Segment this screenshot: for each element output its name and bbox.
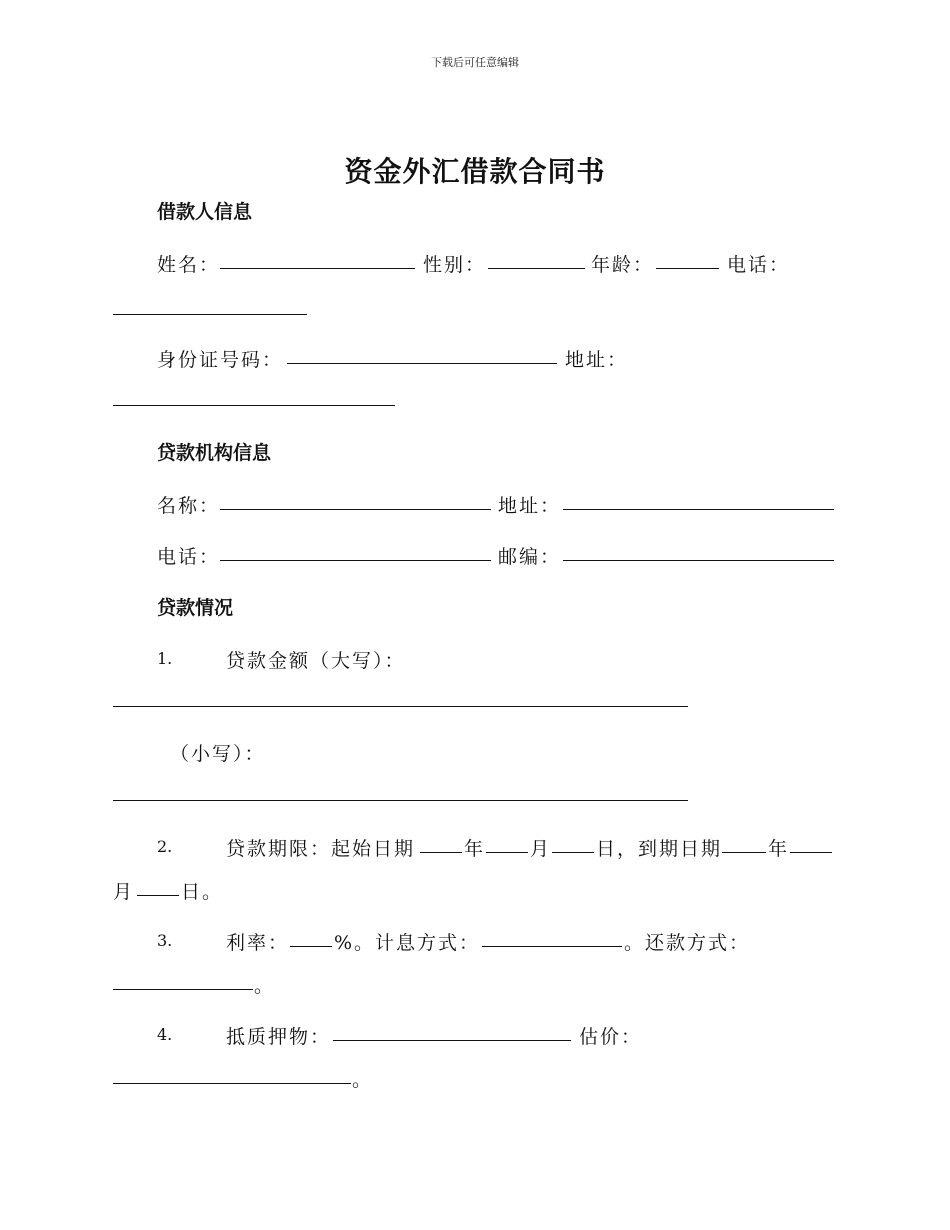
lender-address-blank[interactable] bbox=[563, 509, 834, 510]
interest-rate-blank[interactable] bbox=[290, 946, 332, 947]
interest-method-blank[interactable] bbox=[482, 946, 622, 947]
borrower-phone-label: 电话： bbox=[727, 254, 791, 276]
page-header-note: 下载后可任意编辑 bbox=[431, 56, 519, 69]
start-year-unit: 年 bbox=[464, 838, 486, 860]
end-day-unit: 日。 bbox=[181, 881, 224, 903]
collateral-label: 抵质押物： bbox=[226, 1026, 332, 1048]
document-title: 资金外汇借款合同书 bbox=[344, 155, 606, 188]
lender-phone-blank[interactable] bbox=[220, 560, 491, 561]
start-day-unit-and-end-label: 日，到期日期 bbox=[596, 838, 723, 860]
lender-name-blank[interactable] bbox=[220, 509, 491, 510]
section-heading-loan: 贷款情况 bbox=[157, 597, 234, 619]
lender-phone-label: 电话： bbox=[157, 546, 221, 568]
start-day-blank[interactable] bbox=[552, 852, 594, 853]
end-day-blank[interactable] bbox=[137, 895, 179, 896]
item1-number: 1. bbox=[157, 649, 173, 668]
borrower-phone-blank[interactable] bbox=[113, 314, 307, 315]
loan-amount-figures-blank[interactable] bbox=[113, 800, 688, 801]
borrower-id-blank[interactable] bbox=[287, 363, 557, 364]
loan-amount-words-label: 贷款金额（大写）： bbox=[226, 650, 406, 672]
start-year-blank[interactable] bbox=[420, 852, 462, 853]
repayment-method-label: 。还款方式： bbox=[624, 932, 751, 954]
borrower-name-blank[interactable] bbox=[220, 268, 415, 269]
borrower-age-label: 年龄： bbox=[591, 254, 655, 276]
borrower-address-blank[interactable] bbox=[113, 405, 395, 406]
lender-postcode-label: 邮编： bbox=[498, 546, 562, 568]
lender-postcode-blank[interactable] bbox=[563, 560, 834, 561]
valuation-label: 估价： bbox=[579, 1026, 643, 1048]
valuation-blank[interactable] bbox=[113, 1083, 351, 1084]
start-month-blank[interactable] bbox=[486, 852, 528, 853]
end-month-unit: 月 bbox=[113, 881, 135, 903]
borrower-id-label: 身份证号码： bbox=[157, 349, 284, 371]
item4-number: 4. bbox=[157, 1025, 173, 1044]
interest-rate-label: 利率： bbox=[226, 932, 290, 954]
lender-name-label: 名称： bbox=[157, 495, 221, 517]
section-heading-borrower: 借款人信息 bbox=[157, 201, 253, 223]
borrower-gender-blank[interactable] bbox=[488, 268, 585, 269]
item3-number: 3. bbox=[157, 931, 173, 950]
loan-term-label: 贷款期限：起始日期 bbox=[226, 838, 416, 860]
borrower-name-label: 姓名： bbox=[157, 254, 221, 276]
interest-method-label: %。计息方式： bbox=[334, 932, 481, 954]
lender-address-label: 地址： bbox=[498, 495, 562, 517]
end-month-blank[interactable] bbox=[790, 852, 832, 853]
item2-number: 2. bbox=[157, 837, 173, 856]
collateral-blank[interactable] bbox=[333, 1040, 571, 1041]
repayment-method-end: 。 bbox=[254, 975, 276, 997]
valuation-end: 。 bbox=[352, 1069, 374, 1091]
start-month-unit: 月 bbox=[530, 838, 552, 860]
end-year-unit: 年 bbox=[768, 838, 790, 860]
section-heading-lender: 贷款机构信息 bbox=[157, 442, 272, 464]
loan-amount-words-blank[interactable] bbox=[113, 706, 688, 707]
borrower-address-label: 地址： bbox=[565, 349, 629, 371]
end-year-blank[interactable] bbox=[722, 852, 766, 853]
repayment-method-blank[interactable] bbox=[113, 989, 253, 990]
borrower-gender-label: 性别： bbox=[423, 254, 487, 276]
borrower-age-blank[interactable] bbox=[656, 268, 719, 269]
loan-amount-figures-label: （小写）： bbox=[170, 743, 266, 765]
